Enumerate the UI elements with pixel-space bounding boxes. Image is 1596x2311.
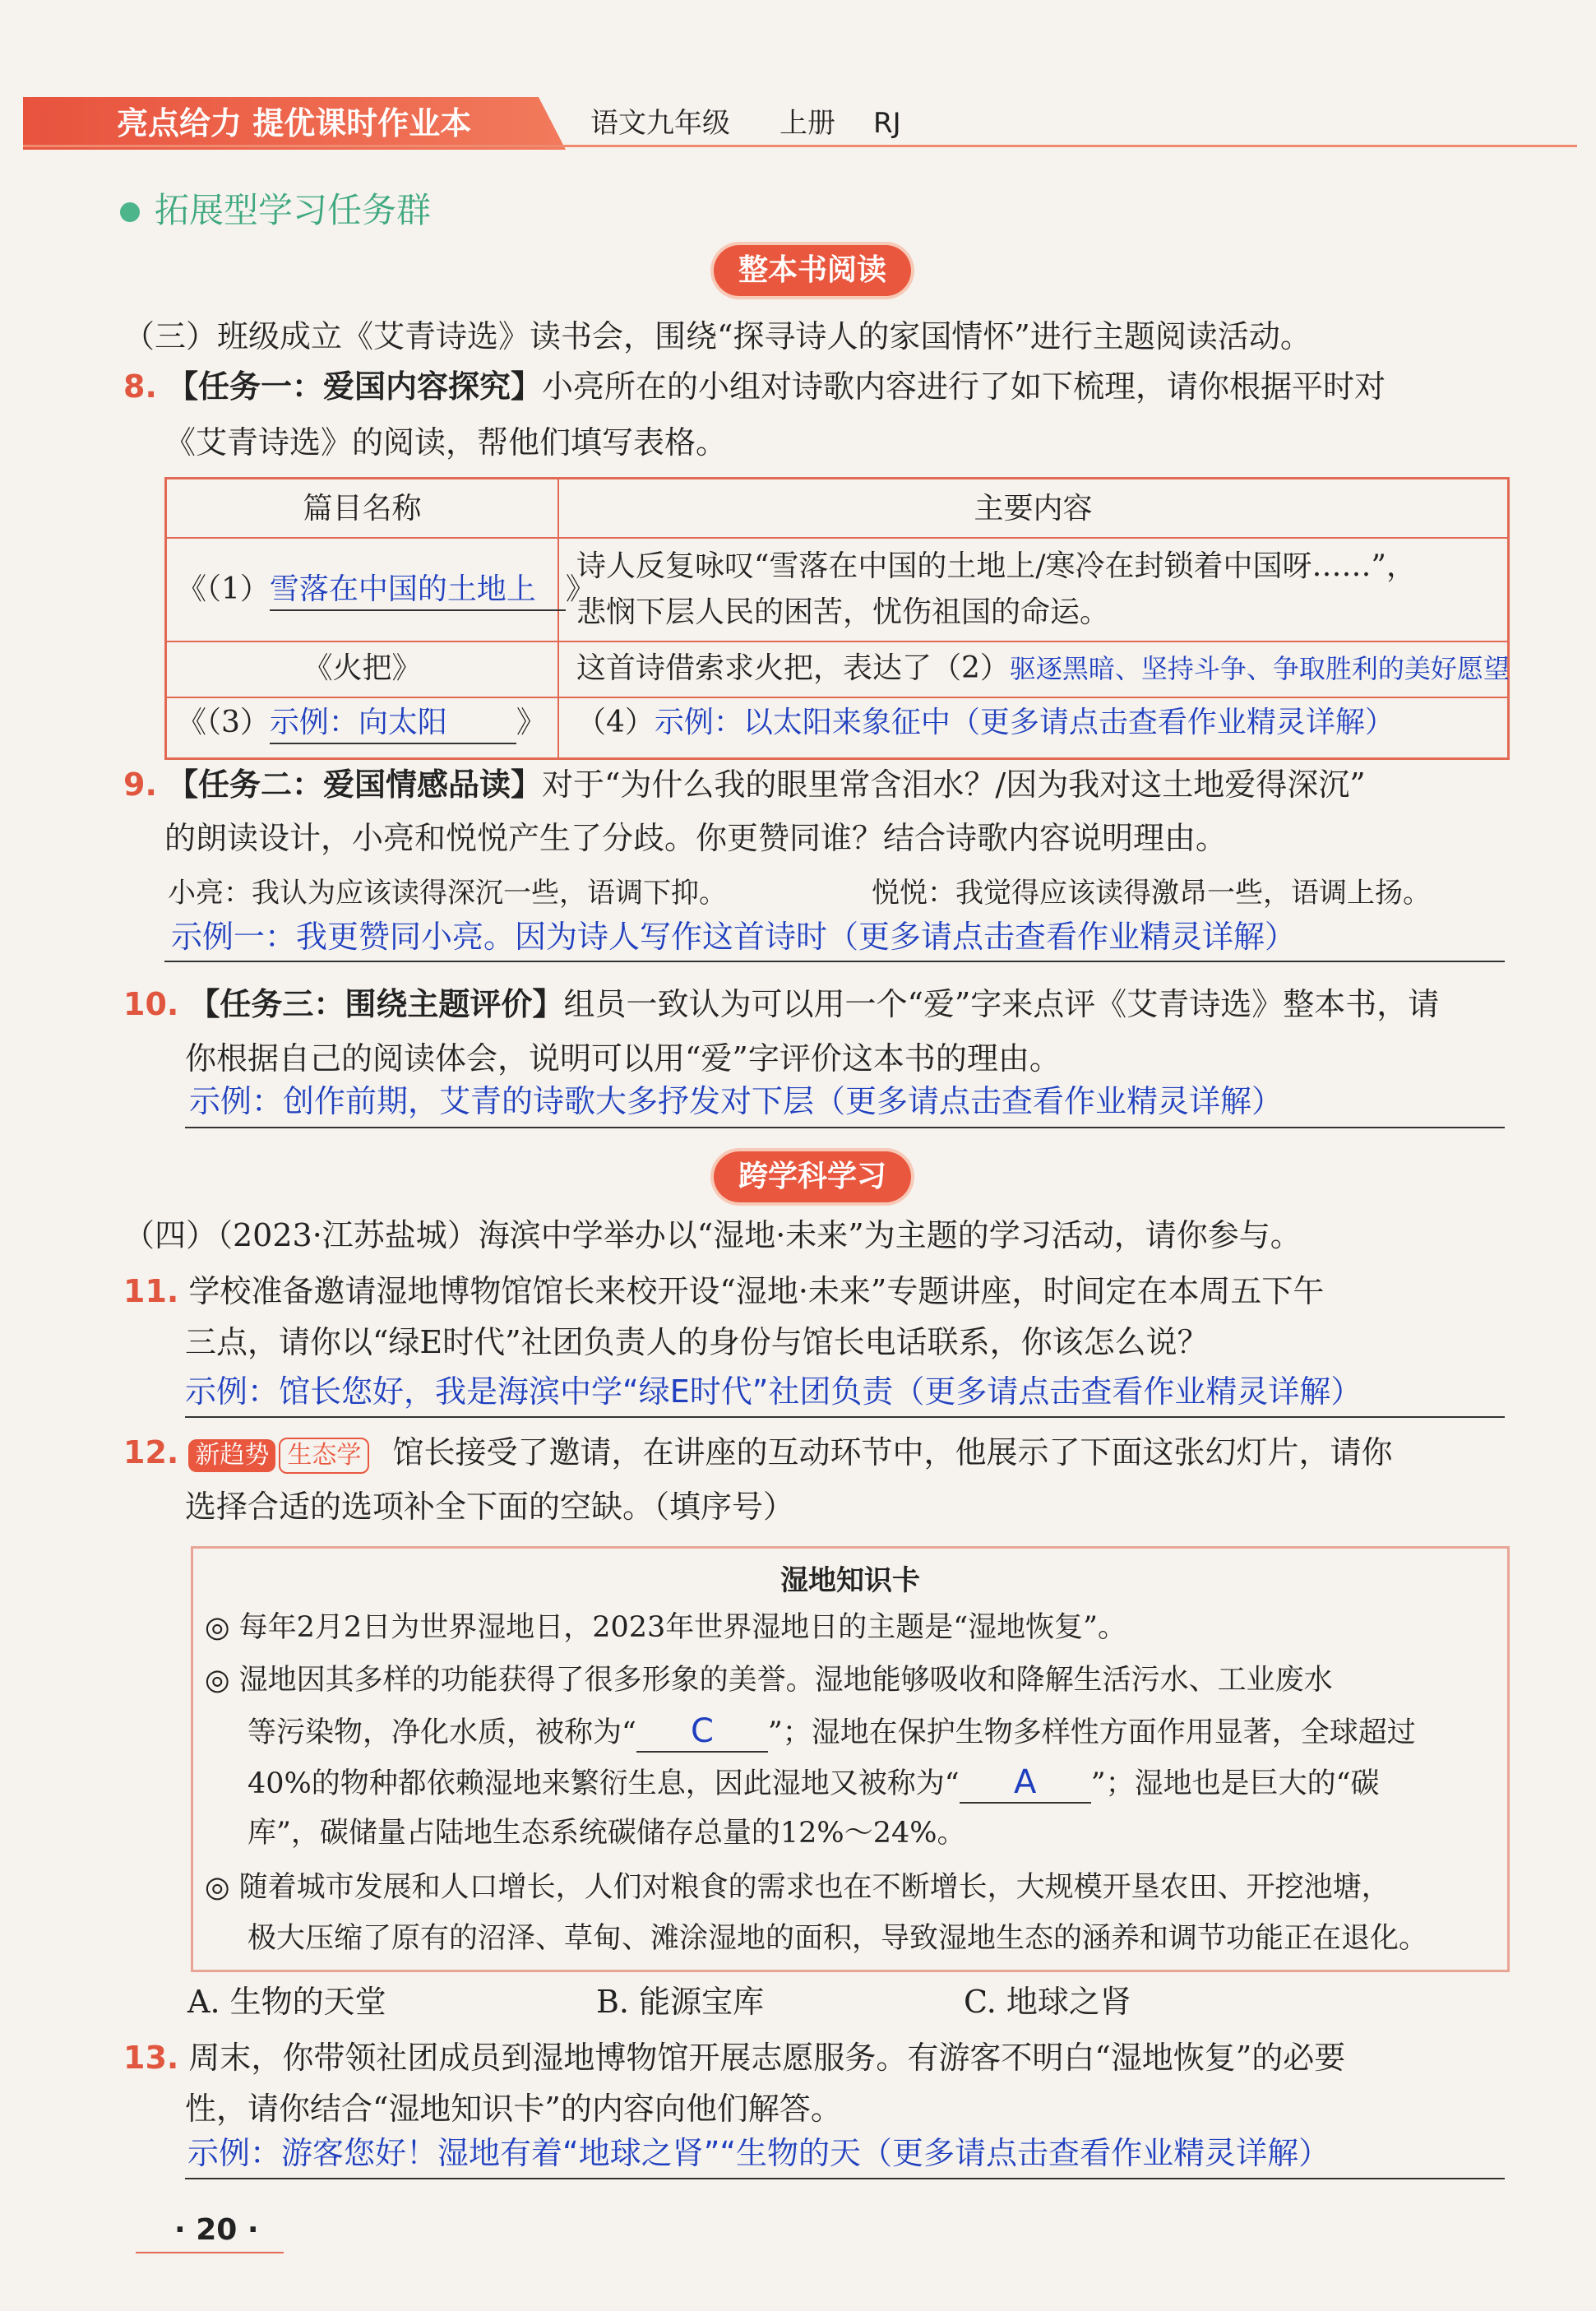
q11-answer: 示例：馆长您好，我是海滨中学“绿E时代”社团负责（更多请点击查看作业精灵详解） xyxy=(185,1373,1362,1410)
q10-task: 【任务三：围绕主题评价】 xyxy=(188,986,564,1022)
table-r1-content-1: 诗人反复咏叹“雪落在中国的土地上/寒冷在封锁着中国呀……”， xyxy=(576,549,1416,583)
answer-2: 驱逐黑暗、坚持斗争、争取胜利的美好愿望 xyxy=(1009,653,1510,684)
table-r1-content-2: 悲悯下层人民的困苦，忧伤祖国的命运。 xyxy=(576,595,1110,629)
q11-text1: 学校准备邀请湿地博物馆馆长来校开设“湿地·未来”专题讲座，时间定在本周五下午 xyxy=(188,1273,1325,1309)
q9-yueyue: 悦悦：我觉得应该读得激昂一些，语调上扬。 xyxy=(872,877,1431,910)
table-r1-title: 《（1）雪落在中国的土地上 》 xyxy=(177,570,595,611)
q11-text2: 三点，请你以“绿E时代”社团负责人的身份与馆长电话联系，你该怎么说？ xyxy=(185,1324,1209,1360)
q8-number: 8. xyxy=(123,368,157,405)
q10-text1: 组员一致认为可以用一个“爱”字来点评《艾青诗选》整本书，请 xyxy=(563,986,1440,1022)
q9-answer: 示例一：我更赞同小亮。因为诗人写作这首诗时（更多请点击查看作业精灵详解） xyxy=(171,919,1297,955)
q9-line1 xyxy=(123,765,1366,804)
q12-text2: 选择合适的选项补全下面的空缺。（填序号） xyxy=(185,1489,795,1525)
q9-text2: 的朗读设计，小亮和悦悦产生了分歧。你更赞同谁？结合诗歌内容说明理由。 xyxy=(164,820,1228,856)
option-a: A. 生物的天堂 xyxy=(187,1984,386,2020)
q13-text1: 周末，你带领社团成员到湿地博物馆开展志愿服务。有游客不明白“湿地恢复”的必要 xyxy=(188,2040,1346,2076)
header-subject: 语文九年级 xyxy=(590,107,730,140)
q12-number: 12. xyxy=(123,1434,179,1470)
q9-number: 9. xyxy=(123,766,157,803)
table-r3-title: 《（3）示例：向太阳 》 xyxy=(177,703,546,744)
table-r2-content: 这首诗借索求火把，表达了（2）驱逐黑暗、坚持斗争、争取胜利的美好愿望 xyxy=(576,651,1510,685)
table-head-title: 篇目名称 xyxy=(303,492,422,526)
leaf-icon xyxy=(120,202,140,222)
q8-text2: 《艾青诗选》的阅读，帮他们填写表格。 xyxy=(164,424,728,461)
q12-line1 xyxy=(123,1433,1393,1474)
card-p2-l1: ◎ 湿地因其多样的功能获得了很多形象的美誉。湿地能够吸收和降解生活污水、工业废水 xyxy=(205,1664,1333,1697)
page-number-underline xyxy=(136,2252,284,2253)
blank-c: C xyxy=(636,1711,768,1753)
answer-3: 示例：向太阳 xyxy=(270,703,516,744)
q8-task: 【任务一：爱国内容探究】 xyxy=(166,368,542,405)
tag-whole-book: 整本书阅读 xyxy=(714,245,911,296)
section-title: 拓展型学习任务群 xyxy=(155,190,432,230)
table-head-content: 主要内容 xyxy=(974,492,1093,526)
card-p2-l3: 40%的物种都依赖湿地来繁衍生息，因此湿地又被称为“ A ”；湿地也是巨大的“碳 xyxy=(247,1762,1380,1804)
badge-ecology: 生态学 xyxy=(279,1438,369,1474)
q8-line1 xyxy=(123,367,1386,406)
q13-number: 13. xyxy=(123,2040,179,2076)
q13-line1 xyxy=(123,2038,1345,2077)
wetland-knowledge-card xyxy=(191,1546,1510,1972)
page-number: · 20 · xyxy=(174,2213,259,2247)
q11-line1 xyxy=(123,1271,1324,1311)
card-p1: ◎ 每年2月2日为世界湿地日，2023年世界湿地日的主题是“湿地恢复”。 xyxy=(205,1611,1127,1644)
part3-intro: （三）班级成立《艾青诗选》读书会，围绕“探寻诗人的家国情怀”进行主题阅读活动。 xyxy=(123,318,1311,354)
q10-number: 10. xyxy=(123,986,179,1022)
header-volume: 上册 xyxy=(779,107,835,140)
tag-cross-subject: 跨学科学习 xyxy=(714,1151,911,1202)
option-b: B. 能源宝库 xyxy=(596,1984,765,2020)
header-rule xyxy=(23,145,1577,147)
q11-number: 11. xyxy=(123,1273,179,1309)
answer-1: 雪落在中国的土地上 xyxy=(270,570,566,611)
card-p2-l2: 等污染物，净化水质，被称为“ C ”；湿地在保护生物多样性方面作用显著，全球超过 xyxy=(247,1711,1416,1753)
q13-text2: 性，请你结合“湿地知识卡”的内容向他们解答。 xyxy=(185,2091,842,2127)
q9-text1: 对于“为什么我的眼里常含泪水？/因为我对这土地爱得深沉” xyxy=(542,766,1366,803)
q8-text1: 小亮所在的小组对诗歌内容进行了如下梳理，请你根据平时对 xyxy=(542,368,1386,405)
option-c: C. 地球之肾 xyxy=(964,1984,1131,2020)
part4-intro: （四）（2023·江苏盐城）海滨中学举办以“湿地·未来”为主题的学习活动，请你参与。 xyxy=(123,1217,1302,1253)
table-r2-title: 《火把》 xyxy=(303,651,422,685)
card-p3-l2: 极大压缩了原有的沼泽、草甸、滩涂湿地的面积，导致湿地生态的涵养和调节功能正在退化。 xyxy=(247,1922,1428,1955)
header-edition: RJ xyxy=(873,107,901,140)
card-p2-l4: 库”，碳储量占陆地生态系统碳储存总量的12%～24%。 xyxy=(247,1817,966,1850)
card-title: 湿地知识卡 xyxy=(780,1564,920,1597)
table-r3-content: （4）示例：以太阳来象征中（更多请点击查看作业精灵详解） xyxy=(576,706,1395,739)
q10-line1 xyxy=(123,984,1439,1024)
header-brand: 亮点给力 提优课时作业本 xyxy=(117,105,472,141)
content-table xyxy=(164,477,1510,760)
q9-xiaoliang: 小亮：我认为应该读得深沉一些，语调下抑。 xyxy=(168,877,727,910)
q10-text2: 你根据自己的阅读体会，说明可以用“爱”字评价这本书的理由。 xyxy=(185,1040,1061,1077)
answer-4: 示例：以太阳来象征中（更多请点击查看作业精灵详解） xyxy=(654,706,1395,739)
q9-task: 【任务二：爱国情感品读】 xyxy=(166,766,542,803)
blank-a: A xyxy=(960,1762,1091,1804)
card-p3-l1: ◎ 随着城市发展和人口增长，人们对粮食的需求也在不断增长，大规模开垦农田、开挖池塘， xyxy=(205,1871,1390,1904)
q13-answer: 示例：游客您好！湿地有着“地球之肾”“生物的天（更多请点击查看作业精灵详解） xyxy=(187,2135,1330,2171)
q10-answer: 示例：创作前期，艾青的诗歌大多抒发对下层（更多请点击查看作业精灵详解） xyxy=(189,1083,1284,1119)
badge-new-trend: 新趋势 xyxy=(188,1439,275,1472)
q12-text1: 馆长接受了邀请，在讲座的互动环节中，他展示了下面这张幻灯片，请你 xyxy=(392,1434,1393,1470)
